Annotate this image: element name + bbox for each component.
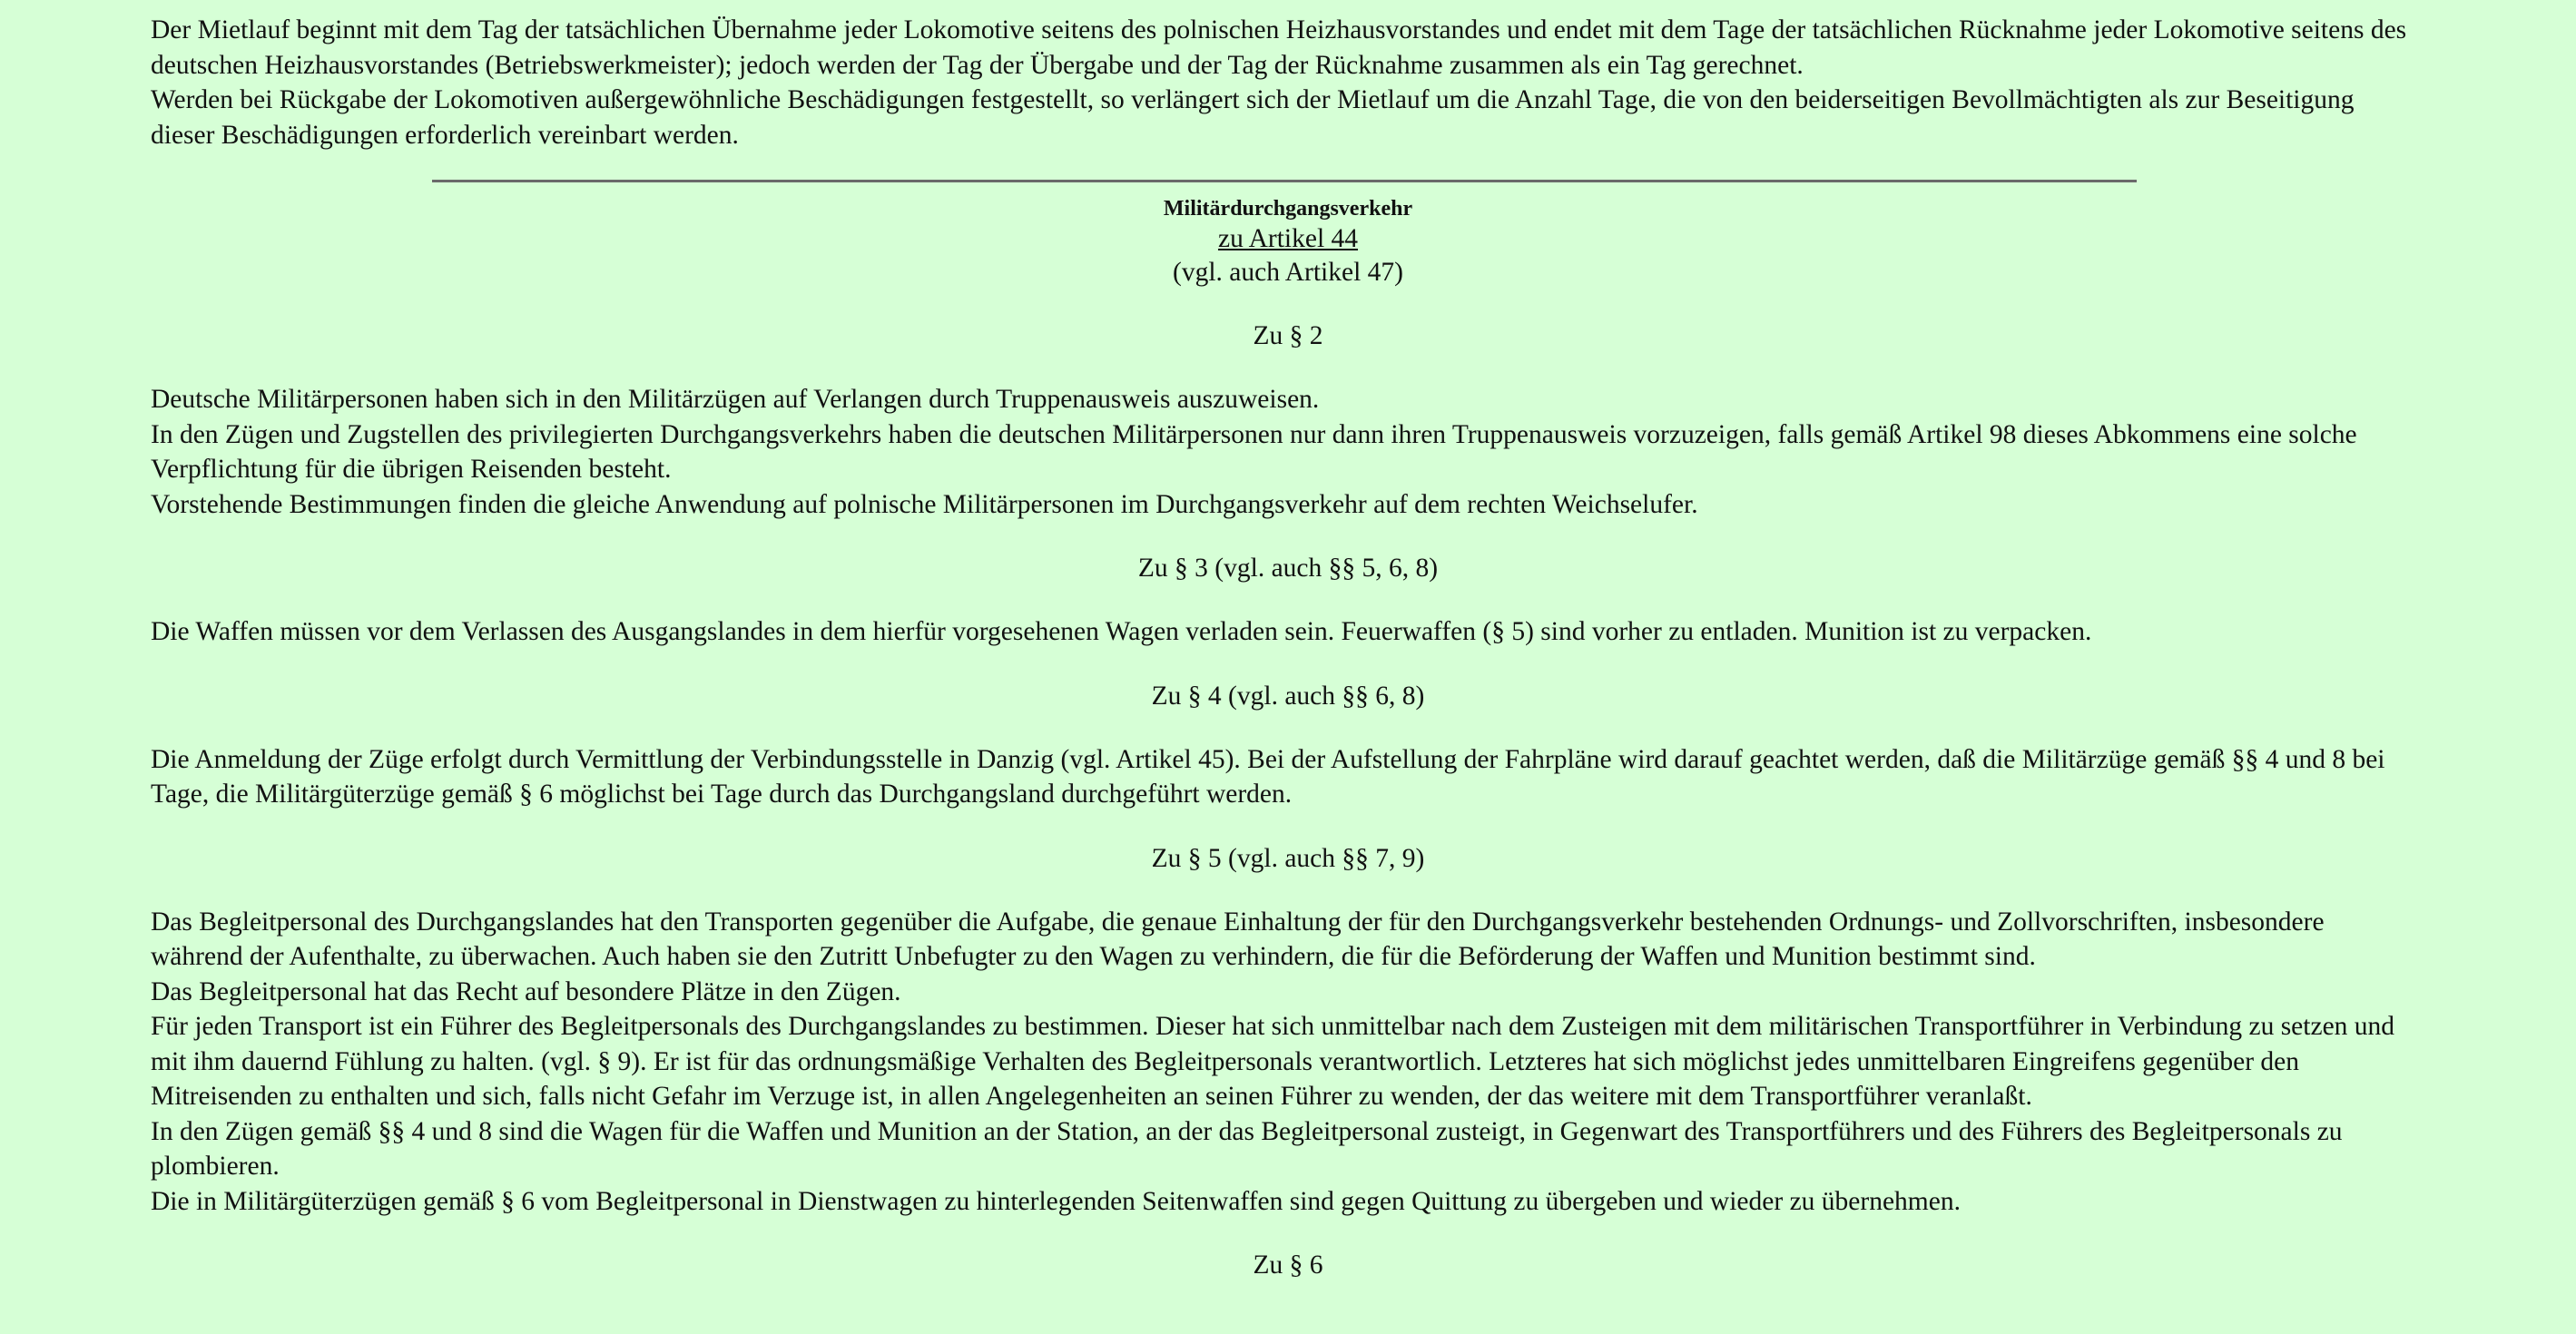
paragraph-heading: Zu § 2 [1253,321,1323,350]
paragraph-heading: Zu § 6 [1253,1251,1323,1280]
paragraph-heading-block [0,551,2576,585]
paragraph-heading-block [0,1248,2576,1282]
section-title: Militärdurchgangsverkehr [1163,197,1413,221]
paragraph-text: Das Begleitpersonal hat das Recht auf besondere Plätze in den Zügen. [151,976,901,1006]
intro-paragraph: Der Mietlauf beginnt mit dem Tag der tatsächlichen Übernahme jeder Lokomotive seitens des polnischen Heizhausvorstandes und endet mit dem Tage der tatsächlichen Rücknahme jeder Lokomotive seitens des deutschen Heizhausvorstandes (Betriebswerkmeister); jedoch werden der Tag der Übergabe und der Tag der Rücknahme zusammen als ein Tag gerechnet. [151,15,2407,80]
paragraph-heading: Zu § 4 (vgl. auch §§ 6, 8) [1151,681,1425,711]
paragraph-text: In den Zügen gemäß §§ 4 und 8 sind die Wagen für die Waffen und Munition an der Station, an der das Begleitpersonal zusteigt, in Gegenwart des Transportführers und des Führers des Begleitpersonals zu plombieren. [151,1116,2343,1181]
paragraph-heading-block [0,679,2576,713]
article-heading [0,222,2576,255]
paragraph-heading-block [0,841,2576,876]
paragraph-heading-block [0,319,2576,353]
paragraph-text: Vorstehende Bestimmungen finden die gleiche Anwendung auf polnische Militärpersonen im Durchgangsverkehr auf dem rechten Weichselufer. [151,489,1698,519]
article-link[interactable]: zu Artikel 44 [1217,224,1359,253]
paragraph-heading: Zu § 3 (vgl. auch §§ 5, 6, 8) [1137,554,1439,583]
paragraph-text: Für jeden Transport ist ein Führer des Begleitpersonals des Durchgangslandes zu bestimmen. Dieser hat sich unmittelbar nach dem Zusteigen mit dem militärischen Transportführer in Verbindung zu setzen und mit ihm dauernd Fühlung zu halten. (vgl. § 9). Er ist für das ordnungsmäßige Verhalten des Begleitpersonals verantwortlich. Letzteres hat sich möglichst jedes unmittelbaren Eingreifens gegenüber den Mitreisenden zu enthalten und sich, falls nicht Gefahr im Verzuge ist, in allen Angelegenheiten an seinen Führer zu wenden, der das weitere mit dem Transportführer veranlaßt. [151,1012,2395,1111]
paragraph-text: Deutsche Militärpersonen haben sich in den Militärzügen auf Verlangen durch Truppenausweis auszuweisen. [151,385,1320,414]
paragraph-text: Die in Militärgüterzügen gemäß § 6 vom Begleitpersonal in Dienstwagen zu hinterlegenden Seitenwaffen sind gegen Quittung zu übergeben und wieder zu übernehmen. [151,1186,1961,1216]
paragraph-text: Die Anmeldung der Züge erfolgt durch Vermittlung der Verbindungsstelle in Danzig (vgl. Artikel 45). Bei der Aufstellung der Fahrpläne wird darauf geachtet werden, daß die Militärzüge gemäß §§ 4 und 8 bei Tage, die Militärgüterzüge gemäß § 6 möglichst bei Tage durch das Durchgangsland durchgeführt werden. [151,744,2385,809]
paragraph-text: Das Begleitpersonal des Durchgangslandes hat den Transporten gegenüber die Aufgabe, die genaue Einhaltung der für den Durchgangsverkehr bestehenden Ordnungs- und Zollvorschriften, insbesondere während der Aufenthalte, zu überwachen. Auch haben sie den Zutritt Unbefugter zu den Wagen zu verhindern, die für die Beförderung der Waffen und Munition bestimmt sind. [151,907,2325,971]
paragraph-text: In den Zügen und Zugstellen des privilegierten Durchgangsverkehrs haben die deutschen Militärpersonen nur dann ihren Truppenausweis vorzuzeigen, falls gemäß Artikel 98 dieses Abkommens eine solche Verpflichtung für die übrigen Reisenden besteht. [151,419,2357,484]
intro-paragraph: Werden bei Rückgabe der Lokomotiven außergewöhnliche Beschädigungen festgestellt, so verlängert sich der Mietlauf um die Anzahl Tage, die von den beiderseitigen Bevollmächtigten als zur Beseitigung dieser Beschädigungen erforderlich vereinbart werden. [151,85,2355,150]
paragraph-text: Die Waffen müssen vor dem Verlassen des Ausgangslandes in dem hierfür vorgesehenen Wagen verladen sein. Feuerwaffen (§ 5) sind vorher zu entladen. Munition ist zu verpacken. [151,617,2092,646]
paragraph-heading: Zu § 5 (vgl. auch §§ 7, 9) [1151,843,1425,873]
horizontal-divider [432,180,2137,182]
article-reference: (vgl. auch Artikel 47) [1173,258,1403,287]
section-header [0,195,2576,289]
